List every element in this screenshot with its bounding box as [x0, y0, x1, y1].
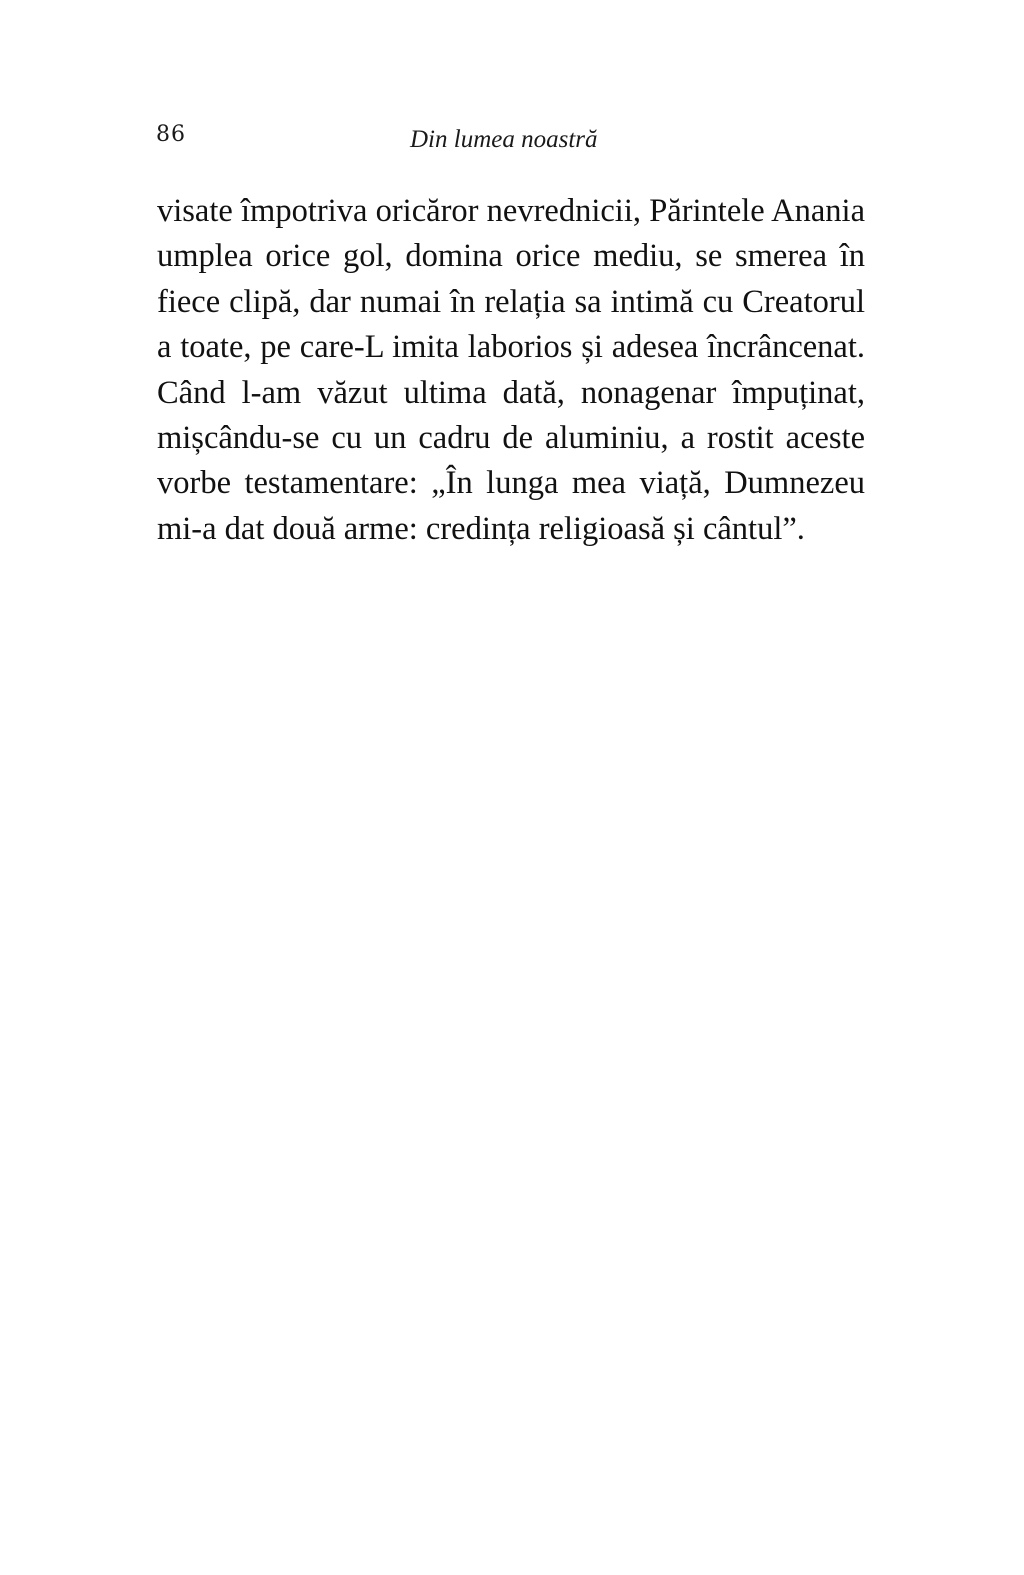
text-line: vorbe testamentare: „În lunga mea viață, Dumnezeu: [157, 465, 865, 502]
text-line: mișcându-se cu un cadru de aluminiu, a rostit aceste: [157, 420, 865, 457]
page-header: [156, 118, 864, 158]
page-number: 86: [156, 122, 186, 147]
text-line: mi-a dat două arme: credința religioasă și cântul”.: [157, 510, 805, 547]
text-line: Când l-am văzut ultima dată, nonagenar împuținat,: [157, 374, 865, 411]
text-line: a toate, pe care-L imita laborios și adesea încrâncenat.: [157, 329, 865, 366]
body-paragraph: [157, 189, 865, 552]
text-line: fiece clipă, dar numai în relația sa intimă cu Creatorul: [157, 283, 865, 320]
text-line: visate împotriva oricăror nevrednicii, Părintele Anania: [157, 193, 865, 229]
running-title: Din lumea noastră: [410, 126, 598, 153]
text-line: umplea orice gol, domina orice mediu, se smerea în: [157, 238, 865, 275]
